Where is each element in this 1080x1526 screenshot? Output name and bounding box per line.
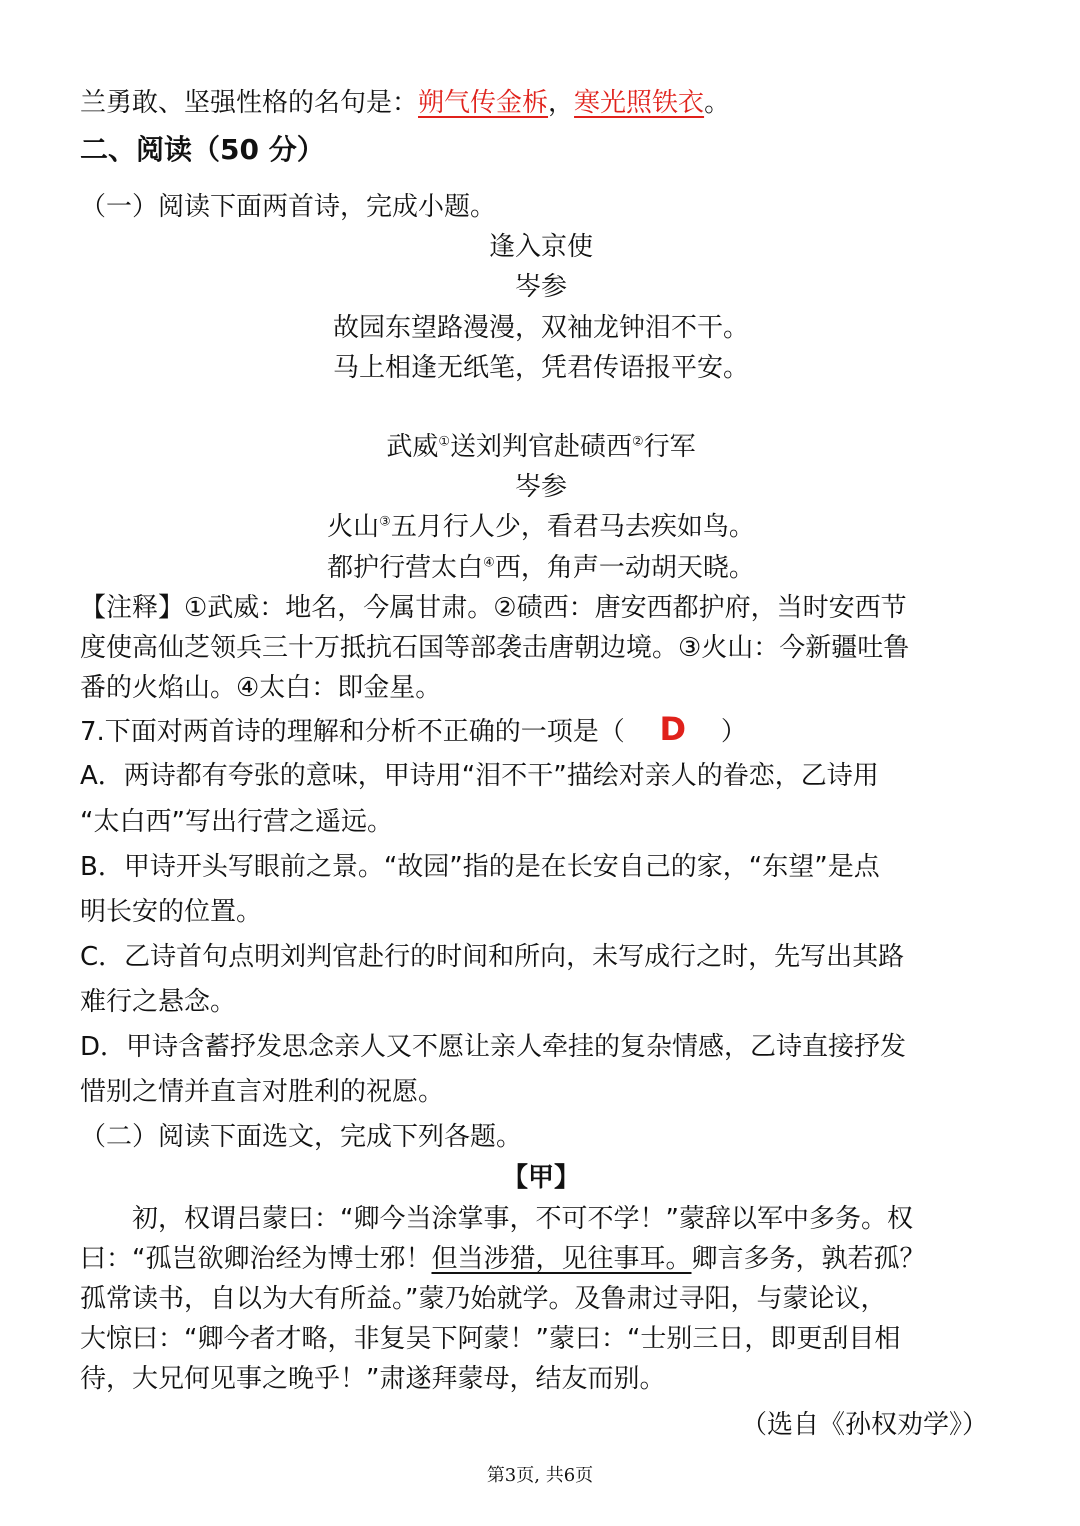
- notes-line: 番的火焰山。④太白：即金星。: [80, 673, 442, 703]
- famous-line-answer: 兰勇敢、坚强性格的名句是：朔气传金柝，寒光照铁衣。: [80, 88, 731, 118]
- passage-paragraph: 孤常读书，自以为大有所益。”蒙乃始就学。及鲁肃过寻阳，与蒙论议，: [80, 1284, 887, 1314]
- poem1-line-1: 故园东望路漫漫，双袖龙钟泪不干。: [332, 313, 749, 343]
- footnote-marker: ③: [379, 514, 391, 530]
- answer-quote-2: 寒光照铁衣: [574, 88, 705, 118]
- question-7-answer: D: [659, 710, 687, 748]
- passage-paragraph: 曰：“孤岂欲卿治经为博士邪！但当涉猎，见往事耳。卿言多务，孰若孤？: [80, 1244, 926, 1274]
- passage-paragraph: 待，大兄何见事之晚乎！”肃遂拜蒙母，结友而别。: [80, 1364, 666, 1394]
- poem2-title: 武威①送刘判官赴碛西②行军: [386, 432, 696, 462]
- notes-line: 【注释】①武威：地名，今属甘肃。②碛西：唐安西都护府，当时安西节: [80, 593, 907, 623]
- footnote-marker: ①: [438, 434, 450, 450]
- option-d-cont: 惜别之情并直言对胜利的祝愿。: [80, 1077, 445, 1107]
- footnote-marker: ②: [632, 434, 644, 450]
- option-a-cont: “太白西”写出行营之遥远。: [80, 807, 393, 837]
- option-a: A．两诗都有夸张的意味，甲诗用“泪不干”描绘对亲人的眷恋，乙诗用: [80, 761, 879, 791]
- option-c: C．乙诗首句点明刘判官赴行的时间和所向，未写成行之时，先写出其路: [80, 942, 905, 972]
- underlined-sentence: 但当涉猎，见往事耳。: [431, 1244, 692, 1274]
- question-7-stem: 7.下面对两首诗的理解和分析不正确的一项是（ D ）: [80, 710, 747, 748]
- part2-intro: （二）阅读下面选文，完成下列各题。: [80, 1122, 523, 1152]
- page-footer: 第3页, 共6页: [486, 1465, 594, 1486]
- option-d: D．甲诗含蓄抒发思念亲人又不愿让亲人牵挂的复杂情感，乙诗直接抒发: [80, 1032, 907, 1062]
- answer-quote-1: 朔气传金柝: [418, 88, 549, 118]
- option-b-cont: 明长安的位置。: [80, 897, 263, 927]
- poem1-author: 岑参: [514, 272, 567, 302]
- passage-label: 【甲】: [501, 1163, 580, 1193]
- poem2-line-1: 火山③五月行人少，看君马去疾如鸟。: [327, 512, 755, 542]
- notes-line: 度使高仙芝领兵三十万抵抗石国等部袭击唐朝边境。③火山：今新疆吐鲁: [80, 633, 910, 663]
- poem1-title: 逢入京使: [488, 232, 593, 262]
- poem2-line-2: 都护行营太白④西，角声一动胡天晓。: [327, 553, 755, 583]
- option-b: B．甲诗开头写眼前之景。“故园”指的是在长安自己的家，“东望”是点: [80, 852, 880, 882]
- option-c-cont: 难行之悬念。: [80, 987, 237, 1017]
- passage-paragraph: 初，权谓吕蒙曰：“卿今当涂掌事，不可不学！”蒙辞以军中多务。权: [132, 1204, 913, 1234]
- footnote-marker: ④: [483, 555, 495, 571]
- passage-source: （选自《孙权劝学》）: [740, 1410, 988, 1440]
- part1-intro: （一）阅读下面两首诗，完成小题。: [80, 192, 497, 222]
- section-heading: 二、阅读（50 分）: [80, 133, 325, 166]
- passage-paragraph: 大惊曰：“卿今者才略，非复吴下阿蒙！”蒙曰：“士别三日，即更刮目相: [80, 1324, 901, 1354]
- poem2-author: 岑参: [514, 472, 567, 502]
- poem1-line-2: 马上相逢无纸笔，凭君传语报平安。: [332, 353, 749, 383]
